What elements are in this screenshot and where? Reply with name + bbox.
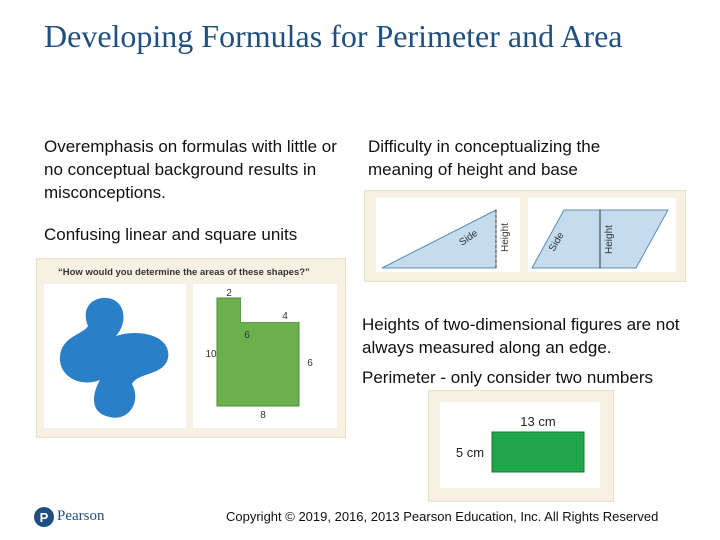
svg-text:P: P <box>39 510 49 525</box>
label-bottom: 8 <box>260 410 266 421</box>
label-right: 6 <box>307 358 313 369</box>
label-left: 10 <box>205 349 217 360</box>
label-top: 2 <box>226 288 232 299</box>
point-perimeter: Perimeter - only consider two numbers <box>362 368 654 387</box>
label-step: 4 <box>282 311 288 322</box>
copyright-footer: Copyright © 2019, 2016, 2013 Pearson Education, Inc. All Rights Reserved <box>226 509 659 524</box>
rectangle-figure <box>440 402 600 488</box>
point-height-base: Difficulty in conceptualizing the meaning of height and base <box>368 137 601 179</box>
l-shape-figure <box>193 284 337 428</box>
pearson-brand: Pearson <box>57 508 105 524</box>
rect-height-label: 5 cm <box>455 445 485 460</box>
rect-width-label: 13 cm <box>520 414 556 429</box>
point-heights-edge: Heights of two-dimensional figures are not always measured along an edge. <box>362 315 680 357</box>
area-question: “How would you determine the areas of these shapes?” <box>58 267 310 278</box>
triangle-figure <box>376 198 520 272</box>
triangle-side-label: Side <box>457 227 481 249</box>
parallelogram-figure <box>528 198 676 272</box>
point-units: Confusing linear and square units <box>44 225 298 244</box>
parallelogram-height-label: Height <box>604 225 615 254</box>
point-formulas: Overemphasis on formulas with little or no conceptual background results in misconceptions. <box>44 137 337 202</box>
triangle-height-label: Height <box>500 223 511 252</box>
blob-shape <box>44 284 186 428</box>
parallelogram-side-label: Side <box>547 230 567 254</box>
pearson-logo-icon <box>34 505 54 529</box>
slide-title: Developing Formulas for Perimeter and Area <box>44 18 623 54</box>
label-inner: 6 <box>244 330 250 341</box>
